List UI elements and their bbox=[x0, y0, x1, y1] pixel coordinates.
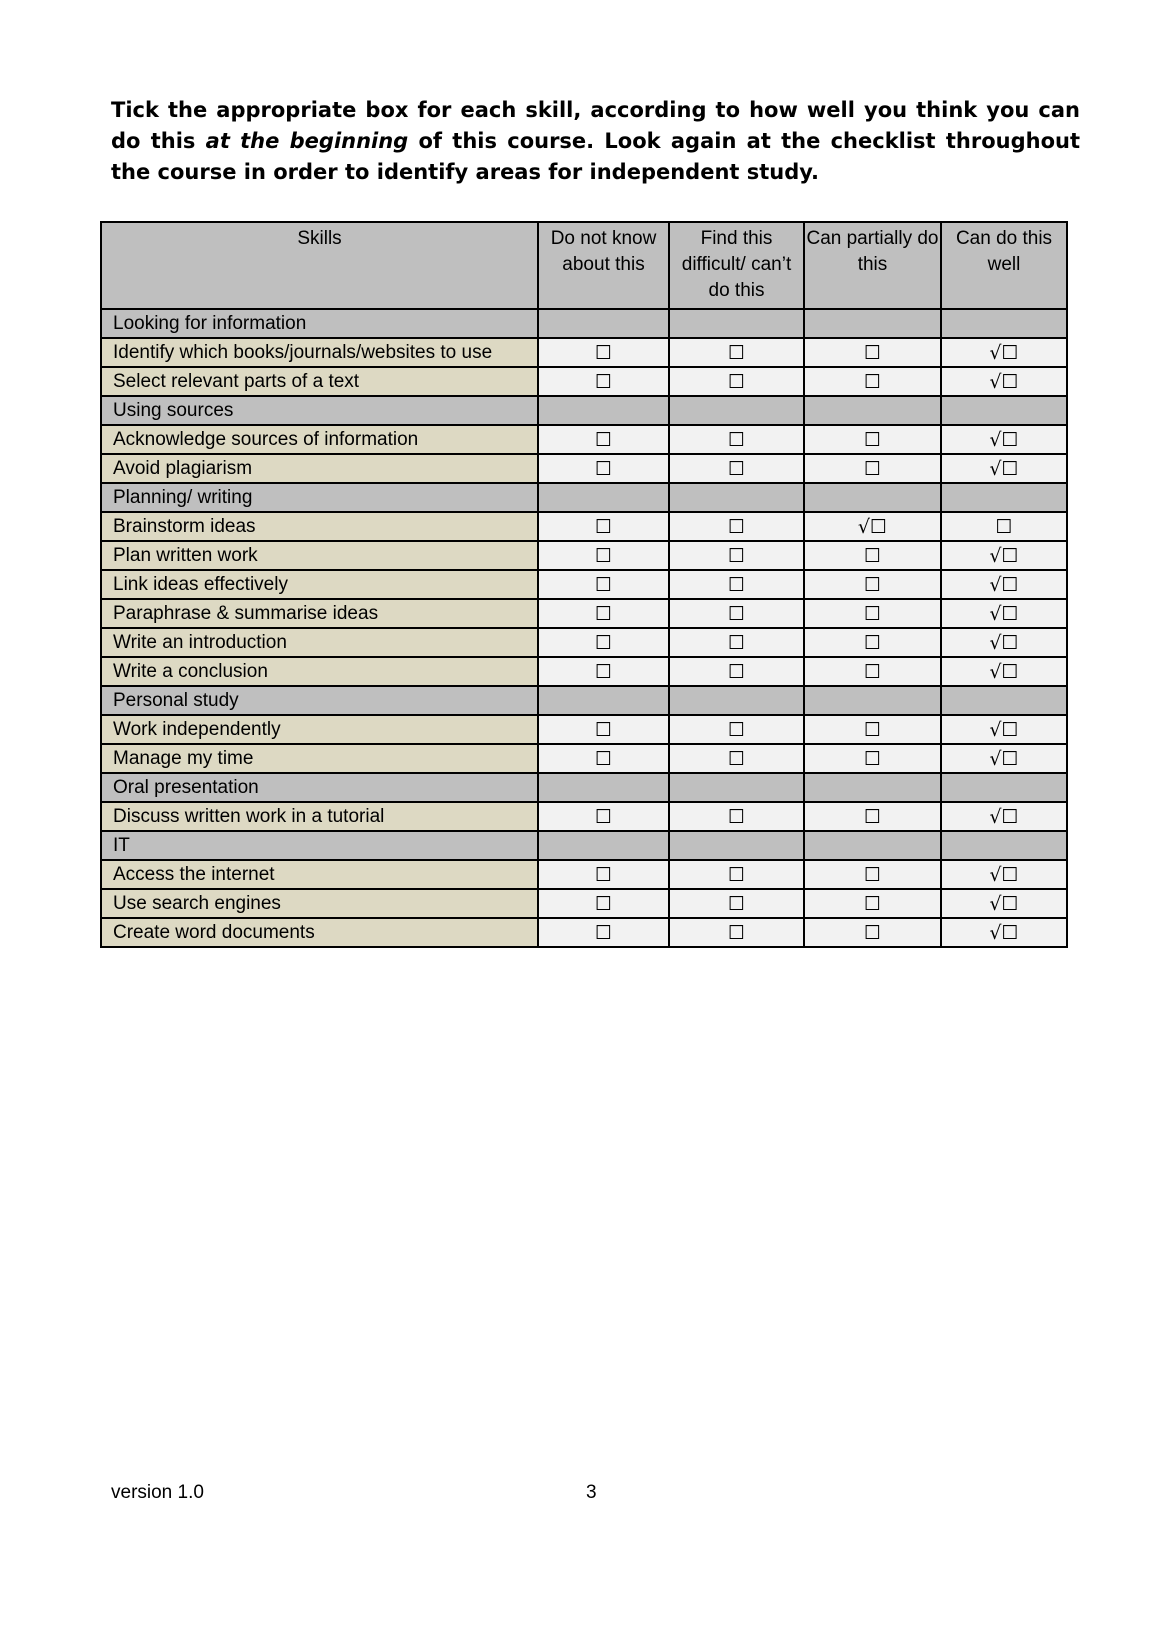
tick-checkbox[interactable]: ☐ bbox=[669, 802, 804, 831]
skill-row bbox=[101, 367, 1067, 396]
tick-checkbox[interactable]: ☐ bbox=[804, 454, 941, 483]
tick-checkbox[interactable]: ☐ bbox=[941, 512, 1067, 541]
tick-checkbox[interactable]: ☐ bbox=[538, 802, 669, 831]
tick-checkbox[interactable]: ☐ bbox=[804, 889, 941, 918]
header-find-difficult: Find this difficult/ can’t do this bbox=[669, 222, 804, 309]
tick-checkbox[interactable]: ☐ bbox=[669, 599, 804, 628]
tick-checkbox[interactable]: ☐ bbox=[804, 425, 941, 454]
category-label: Using sources bbox=[101, 396, 538, 425]
instructions-emphasis: at the beginning bbox=[205, 129, 409, 153]
tick-checkbox[interactable]: ☐ bbox=[669, 744, 804, 773]
tick-checkbox[interactable]: √☐ bbox=[941, 367, 1067, 396]
skill-row bbox=[101, 715, 1067, 744]
category-row bbox=[101, 773, 1067, 802]
category-label: IT bbox=[101, 831, 538, 860]
instructions-text-part1: Tick the appropriate box for each skill, according to how well you think you can do this bbox=[111, 98, 1080, 153]
category-empty-cell bbox=[538, 396, 669, 425]
category-empty-cell bbox=[669, 483, 804, 512]
skill-row bbox=[101, 802, 1067, 831]
skill-label: Write an introduction bbox=[101, 628, 538, 657]
tick-checkbox[interactable]: ☐ bbox=[538, 860, 669, 889]
tick-checkbox[interactable]: ☐ bbox=[538, 628, 669, 657]
tick-checkbox[interactable]: ☐ bbox=[538, 367, 669, 396]
tick-checkbox[interactable]: ☐ bbox=[538, 512, 669, 541]
tick-checkbox[interactable]: ☐ bbox=[669, 454, 804, 483]
skill-row bbox=[101, 541, 1067, 570]
tick-checkbox[interactable]: ☐ bbox=[804, 599, 941, 628]
category-empty-cell bbox=[538, 483, 669, 512]
tick-checkbox[interactable]: ☐ bbox=[804, 367, 941, 396]
tick-checkbox[interactable]: ☐ bbox=[669, 918, 804, 947]
tick-checkbox[interactable]: √☐ bbox=[941, 918, 1067, 947]
category-empty-cell bbox=[804, 396, 941, 425]
category-row bbox=[101, 483, 1067, 512]
tick-checkbox[interactable]: √☐ bbox=[941, 454, 1067, 483]
skill-label: Access the internet bbox=[101, 860, 538, 889]
tick-checkbox[interactable]: ☐ bbox=[538, 454, 669, 483]
category-empty-cell bbox=[804, 309, 941, 338]
category-label: Looking for information bbox=[101, 309, 538, 338]
tick-checkbox[interactable]: ☐ bbox=[669, 367, 804, 396]
skill-label: Paraphrase & summarise ideas bbox=[101, 599, 538, 628]
category-empty-cell bbox=[804, 831, 941, 860]
tick-checkbox[interactable]: ☐ bbox=[804, 918, 941, 947]
skill-label: Avoid plagiarism bbox=[101, 454, 538, 483]
tick-checkbox[interactable]: ☐ bbox=[804, 657, 941, 686]
category-empty-cell bbox=[669, 309, 804, 338]
category-label: Personal study bbox=[101, 686, 538, 715]
category-empty-cell bbox=[941, 831, 1067, 860]
tick-checkbox[interactable]: √☐ bbox=[941, 628, 1067, 657]
tick-checkbox[interactable]: √☐ bbox=[941, 744, 1067, 773]
category-empty-cell bbox=[941, 309, 1067, 338]
tick-checkbox[interactable]: ☐ bbox=[538, 657, 669, 686]
footer-page-number: 3 bbox=[586, 1482, 597, 1503]
skill-row bbox=[101, 570, 1067, 599]
category-empty-cell bbox=[804, 686, 941, 715]
skill-label: Brainstorm ideas bbox=[101, 512, 538, 541]
tick-checkbox[interactable]: ☐ bbox=[538, 570, 669, 599]
skill-label: Link ideas effectively bbox=[101, 570, 538, 599]
skill-label: Identify which books/journals/websites to use bbox=[101, 338, 538, 367]
tick-checkbox[interactable]: √☐ bbox=[941, 889, 1067, 918]
tick-checkbox[interactable]: ☐ bbox=[669, 570, 804, 599]
skill-row bbox=[101, 599, 1067, 628]
category-label: Oral presentation bbox=[101, 773, 538, 802]
tick-checkbox[interactable]: √☐ bbox=[941, 541, 1067, 570]
skill-row bbox=[101, 744, 1067, 773]
category-empty-cell bbox=[941, 773, 1067, 802]
skill-label: Work independently bbox=[101, 715, 538, 744]
category-empty-cell bbox=[804, 773, 941, 802]
tick-checkbox[interactable]: ☐ bbox=[538, 599, 669, 628]
tick-checkbox[interactable]: √☐ bbox=[941, 425, 1067, 454]
tick-checkbox[interactable]: ☐ bbox=[538, 425, 669, 454]
skill-row bbox=[101, 657, 1067, 686]
skill-label: Create word documents bbox=[101, 918, 538, 947]
tick-checkbox[interactable]: ☐ bbox=[538, 541, 669, 570]
tick-checkbox[interactable]: ☐ bbox=[804, 744, 941, 773]
tick-checkbox[interactable]: ☐ bbox=[804, 628, 941, 657]
tick-checkbox[interactable]: √☐ bbox=[941, 715, 1067, 744]
tick-checkbox[interactable]: ☐ bbox=[804, 541, 941, 570]
skill-row bbox=[101, 454, 1067, 483]
category-empty-cell bbox=[669, 831, 804, 860]
skill-label: Use search engines bbox=[101, 889, 538, 918]
instructions-text-part2: of this course. Look again at the checklist throughout the course in order to identify areas for independent study. bbox=[111, 129, 1080, 184]
skill-row bbox=[101, 889, 1067, 918]
skill-label: Write a conclusion bbox=[101, 657, 538, 686]
skill-label: Manage my time bbox=[101, 744, 538, 773]
category-empty-cell bbox=[941, 686, 1067, 715]
tick-checkbox[interactable]: ☐ bbox=[669, 425, 804, 454]
category-empty-cell bbox=[941, 396, 1067, 425]
tick-checkbox[interactable]: ☐ bbox=[538, 744, 669, 773]
table-body bbox=[101, 309, 1067, 947]
tick-checkbox[interactable]: ☐ bbox=[669, 512, 804, 541]
tick-checkbox[interactable]: ☐ bbox=[538, 918, 669, 947]
header-can-do-well: Can do this well bbox=[941, 222, 1067, 309]
category-row bbox=[101, 686, 1067, 715]
tick-checkbox[interactable]: ☐ bbox=[804, 802, 941, 831]
category-empty-cell bbox=[941, 483, 1067, 512]
category-empty-cell bbox=[538, 309, 669, 338]
category-empty-cell bbox=[669, 686, 804, 715]
skill-label: Select relevant parts of a text bbox=[101, 367, 538, 396]
tick-checkbox[interactable]: √☐ bbox=[804, 512, 941, 541]
skill-row bbox=[101, 860, 1067, 889]
category-empty-cell bbox=[669, 396, 804, 425]
category-empty-cell bbox=[538, 773, 669, 802]
tick-checkbox[interactable]: ☐ bbox=[538, 338, 669, 367]
category-row bbox=[101, 396, 1067, 425]
tick-checkbox[interactable]: √☐ bbox=[941, 860, 1067, 889]
footer-version: version 1.0 bbox=[111, 1482, 204, 1503]
tick-checkbox[interactable]: ☐ bbox=[669, 628, 804, 657]
skill-row bbox=[101, 628, 1067, 657]
tick-checkbox[interactable]: √☐ bbox=[941, 599, 1067, 628]
skill-label: Discuss written work in a tutorial bbox=[101, 802, 538, 831]
tick-checkbox[interactable]: ☐ bbox=[669, 860, 804, 889]
instructions-paragraph bbox=[111, 95, 1080, 188]
tick-checkbox[interactable]: √☐ bbox=[941, 802, 1067, 831]
tick-checkbox[interactable]: ☐ bbox=[669, 657, 804, 686]
category-empty-cell bbox=[538, 686, 669, 715]
category-row bbox=[101, 831, 1067, 860]
skill-row bbox=[101, 338, 1067, 367]
table-header-row bbox=[101, 222, 1067, 309]
header-do-not-know: Do not know about this bbox=[538, 222, 669, 309]
skills-checklist-table bbox=[100, 221, 1068, 948]
header-can-partially: Can partially do this bbox=[804, 222, 941, 309]
skill-label: Plan written work bbox=[101, 541, 538, 570]
category-row bbox=[101, 309, 1067, 338]
tick-checkbox[interactable]: ☐ bbox=[538, 715, 669, 744]
category-empty-cell bbox=[804, 483, 941, 512]
tick-checkbox[interactable]: √☐ bbox=[941, 657, 1067, 686]
skill-row bbox=[101, 918, 1067, 947]
skill-row bbox=[101, 425, 1067, 454]
skill-row bbox=[101, 512, 1067, 541]
skill-label: Acknowledge sources of information bbox=[101, 425, 538, 454]
tick-checkbox[interactable]: ☐ bbox=[804, 570, 941, 599]
tick-checkbox[interactable]: ☐ bbox=[669, 541, 804, 570]
tick-checkbox[interactable]: ☐ bbox=[804, 715, 941, 744]
tick-checkbox[interactable]: √☐ bbox=[941, 570, 1067, 599]
tick-checkbox[interactable]: ☐ bbox=[669, 889, 804, 918]
header-skills: Skills bbox=[101, 222, 538, 309]
category-empty-cell bbox=[538, 831, 669, 860]
tick-checkbox[interactable]: ☐ bbox=[804, 860, 941, 889]
tick-checkbox[interactable]: ☐ bbox=[804, 338, 941, 367]
tick-checkbox[interactable]: ☐ bbox=[538, 889, 669, 918]
tick-checkbox[interactable]: ☐ bbox=[669, 338, 804, 367]
category-label: Planning/ writing bbox=[101, 483, 538, 512]
category-empty-cell bbox=[669, 773, 804, 802]
tick-checkbox[interactable]: ☐ bbox=[669, 715, 804, 744]
tick-checkbox[interactable]: √☐ bbox=[941, 338, 1067, 367]
